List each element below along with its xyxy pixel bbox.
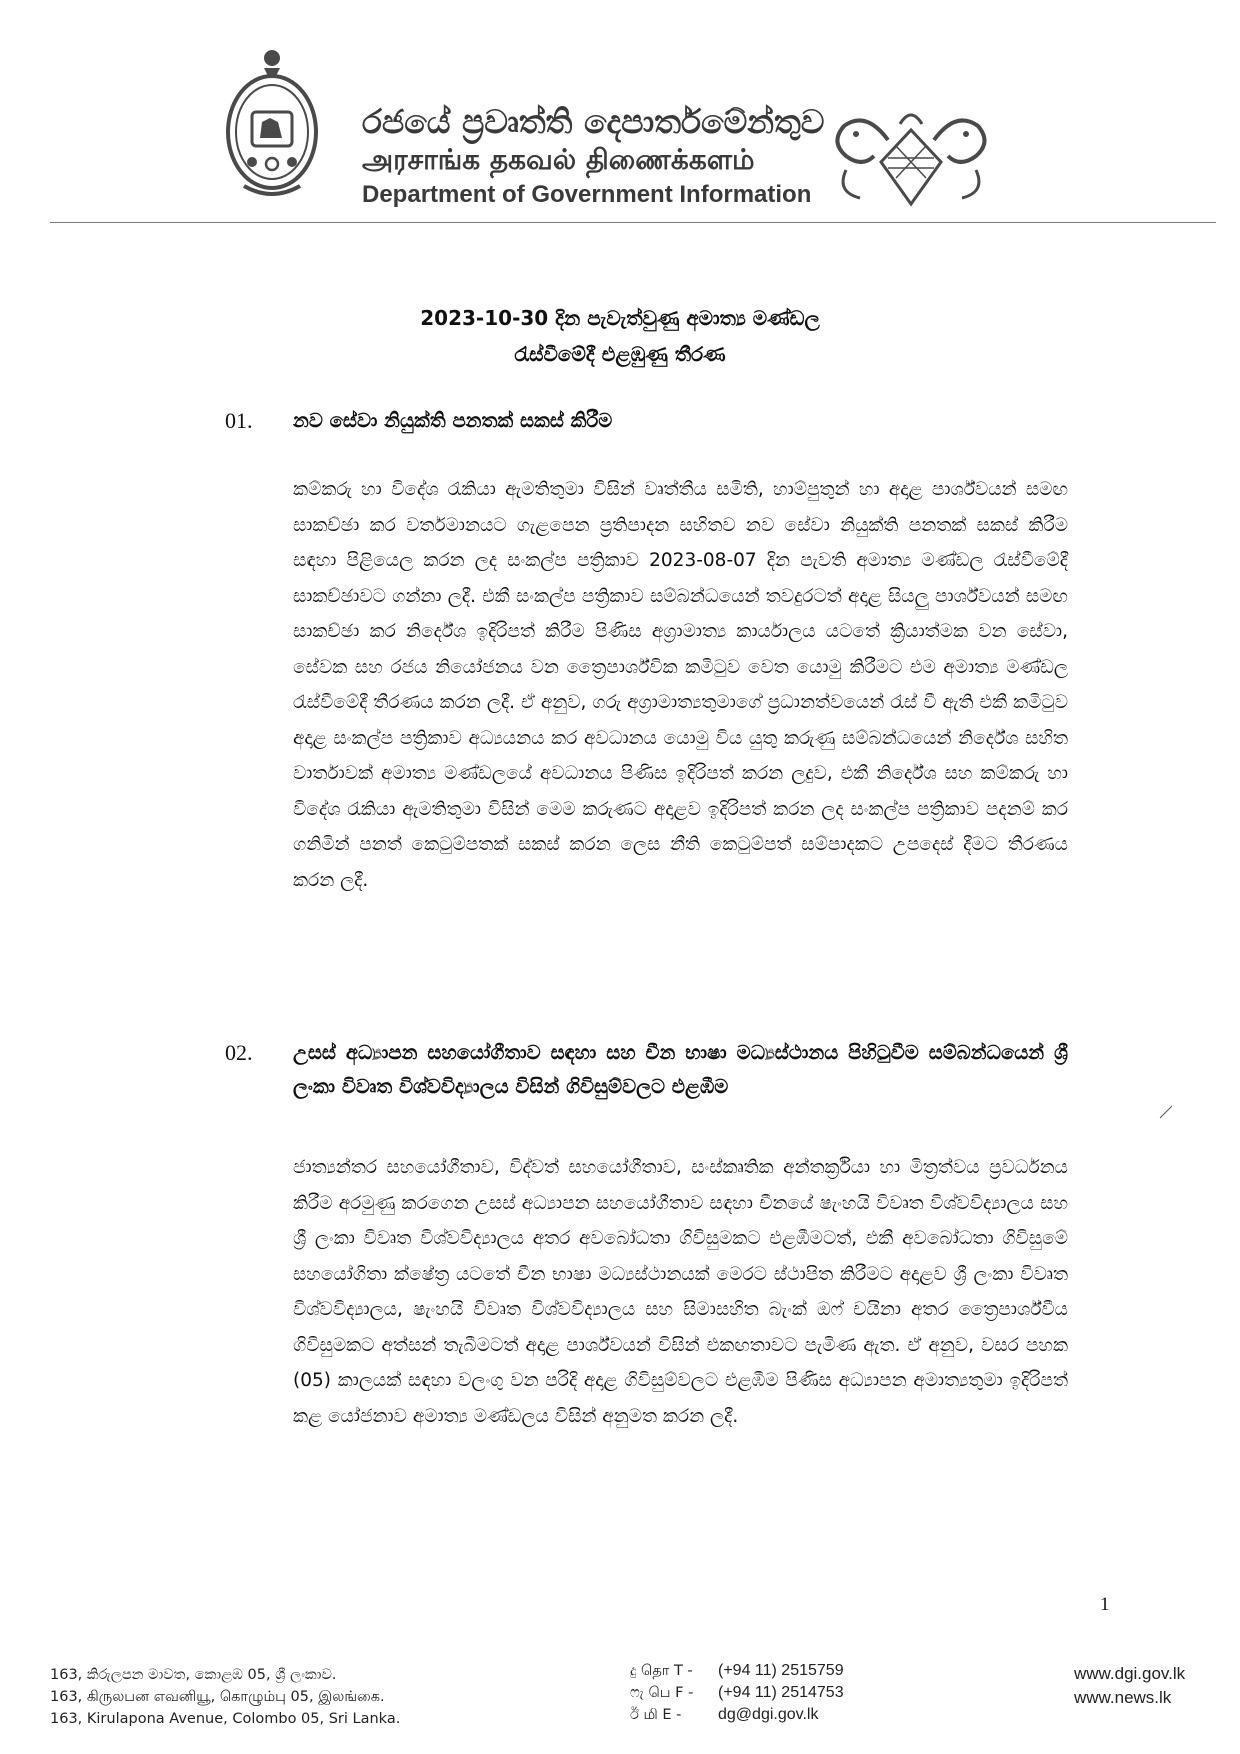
section-number: 01. xyxy=(225,408,253,433)
department-names xyxy=(362,102,825,212)
document-title-line2: රැස්වීමේදී එළඹුණු තීරණ xyxy=(514,342,726,366)
footer-contacts xyxy=(630,1660,844,1726)
page-number: 1 xyxy=(1100,1594,1110,1615)
telephone-row xyxy=(630,1660,844,1682)
email-row xyxy=(630,1704,844,1726)
scan-mark xyxy=(1158,1104,1174,1120)
address-english: 163, Kirulapona Avenue, Colombo 05, Sri Lanka. xyxy=(50,1711,401,1727)
document-title-line1: 2023-10-30 දින පැවැත්වුණු අමාත්‍ය මණ්ඩල xyxy=(420,306,820,330)
section-heading: උසස් අධ්‍යාපන සහයෝගීතාව සඳහා සහ චීන භාෂා මධ්‍යස්ථානය පිහිටුවීම සම්බන්ධයෙන් ශ්‍රී ලංකා විවෘත විශ්වවිද්‍යාලය විසින් ගිවිසුම්වලට එළඹීම xyxy=(293,1041,1068,1098)
address-sinhala: 163, කිරුලපන මාවත, කොළඹ 05, ශ්‍රී ලංකාව. xyxy=(50,1667,337,1683)
sri-lanka-emblem-icon xyxy=(222,46,322,204)
website-link-news[interactable]: www.news.lk xyxy=(1074,1688,1172,1707)
email-address[interactable]: dg@dgi.gov.lk xyxy=(718,1706,819,1723)
swan-ornament-icon xyxy=(826,100,996,210)
department-name-english: Department of Government Information xyxy=(362,181,812,208)
section-number: 02. xyxy=(225,1040,253,1065)
footer-websites xyxy=(1074,1662,1185,1710)
telephone-number: (+94 11) 2515759 xyxy=(718,1662,844,1679)
fax-row xyxy=(630,1682,844,1704)
email-label: ඊ மி E - xyxy=(630,1707,682,1723)
fax-number: (+94 11) 2514753 xyxy=(718,1684,844,1701)
footer-address xyxy=(50,1664,400,1730)
fax-label: ෆැ பெ F - xyxy=(630,1685,694,1701)
department-name-tamil: அரசாங்க தகவல் திணைக்களம் xyxy=(362,143,755,176)
section-heading: නව සේවා නියුක්ති පනතක් සකස් කිරීම xyxy=(293,409,613,432)
address-tamil: 163, கிருலபன எவனியூ, கொழும்பு 05, இலங்கை. xyxy=(50,1689,385,1705)
header-divider xyxy=(50,222,1216,223)
footer xyxy=(0,1660,1240,1754)
section-body: කම්කරු හා විදේශ රැකියා ඇමතිතුමා විසින් වෘත්තීය සමිති, හාම්පුතුන් හා අදාළ පාර්ශ්වයන් සමඟ සාකච්ඡා කර වර්තමානයට ගැළපෙන ප්‍රතිපාදන සහිතව නව සේවා නියුක්ති පනතක් සකස් කිරීම සඳහා පිළියෙල කරන ලද සංකල්ප පත්‍රිකාව 2023-08-07 දින පැවති අමාත්‍ය මණ්ඩල රැස්වීමේදී සාකච්ඡාවට ගන්නා ලදී. එකී සංකල්ප පත්‍රිකාව සම්බන්ධයෙන් තවදුරටත් අදාළ සියලු පාර්ශ්වයන් සමඟ සාකච්ඡා කර නිර්දේශ ඉදිරිපත් කිරීම පිණිස අග්‍රාමාත්‍ය කාර්යාලය යටතේ ක්‍රියාත්මක වන සේවා, සේවක සහ රජය නියෝජනය වන ත්‍රෛපාර්ශ්වික කමිටුව වෙත යොමු කිරීමට එම අමාත්‍ය මණ්ඩල රැස්වීමේදී තීරණය කරන ලදී. ඒ අනුව, ගරු අග්‍රාමාත්‍යතුමාගේ ප්‍රධානත්වයෙන් රැස් වී ඇති එකී කමිටුව අදාළ සංකල්ප පත්‍රිකාව අධ්‍යයනය කර අවධානය යොමු විය යුතු කරුණු සම්බන්ධයෙන් නිර්දේශ සහිත වාර්තාවක් අමාත්‍ය මණ්ඩලයේ අවධානය පිණිස ඉදිරිපත් කරන ලදුව, එකී නිර්දේශ සහ කම්කරු හා විදේශ රැකියා ඇමතිතුමා විසින් මෙම කරුණට අදාළව ඉදිරිපත් කරන ලද සංකල්ප පත්‍රිකාව පදනම් කර ගනිමින් පනත් කෙටුම්පතක් සකස් කරන ලෙස නීති කෙටුම්පත් සම්පාදකට උපදෙස් දීමට තීරණය කරන ලදී. xyxy=(293,479,1068,891)
letterhead xyxy=(0,0,1240,230)
department-name-sinhala: රජයේ ප්‍රවෘත්ති දෙපාර්තමේන්තුව xyxy=(362,102,825,141)
telephone-label: දු தொ T - xyxy=(630,1663,693,1679)
section-body: ජාත්‍යන්තර සහයෝගීතාව, විද්වත් සහයෝගීතාව, සංස්කෘතික අන්තර්ක්‍රියා හා මිත්‍රත්වය ප්‍රවර්ධනය කිරීම අරමුණු කරගෙන උසස් අධ්‍යාපන සහයෝගීතාව සඳහා චීනයේ ෂැංහයි විවෘත විශ්වවිද්‍යාලය සහ ශ්‍රී ලංකා විවෘත විශ්වවිද්‍යාලය අතර අවබෝධතා ගිවිසුමකට එළඹීමටත්, එකී අවබෝධතා ගිවිසුමේ සහයෝගිතා ක්ෂේත්‍ර යටතේ චීන භාෂා මධ්‍යස්ථානයක් මෙරට ස්ථාපිත කිරීමට අදාළව ශ්‍රී ලංකා විවෘත විශ්වවිද්‍යාලය, ෂැංහයි විවෘත විශ්වවිද්‍යාලය සහ සිමාසහිත බැංක් ඔෆ් චයිනා අතර ත්‍රෛපාර්ශ්වීය ගිවිසුමකට අත්සන් තැබීමටත් අදාළ පාර්ශ්වයන් විසින් එකඟතාවට පැමිණ ඇත. ඒ අනුව, වසර පහක (05) කාලයක් සඳහා වලංගු වන පරිදි අදාළ ගිවිසුම්වලට එළඹීම පිණිස අධ්‍යාපන අමාත්‍යතුමා ඉදිරිපත් කළ යෝජනාව අමාත්‍ය මණ්ඩලය විසින් අනුමත කරන ලදී. xyxy=(293,1157,1068,1427)
website-link-dgi[interactable]: www.dgi.gov.lk xyxy=(1074,1664,1186,1683)
